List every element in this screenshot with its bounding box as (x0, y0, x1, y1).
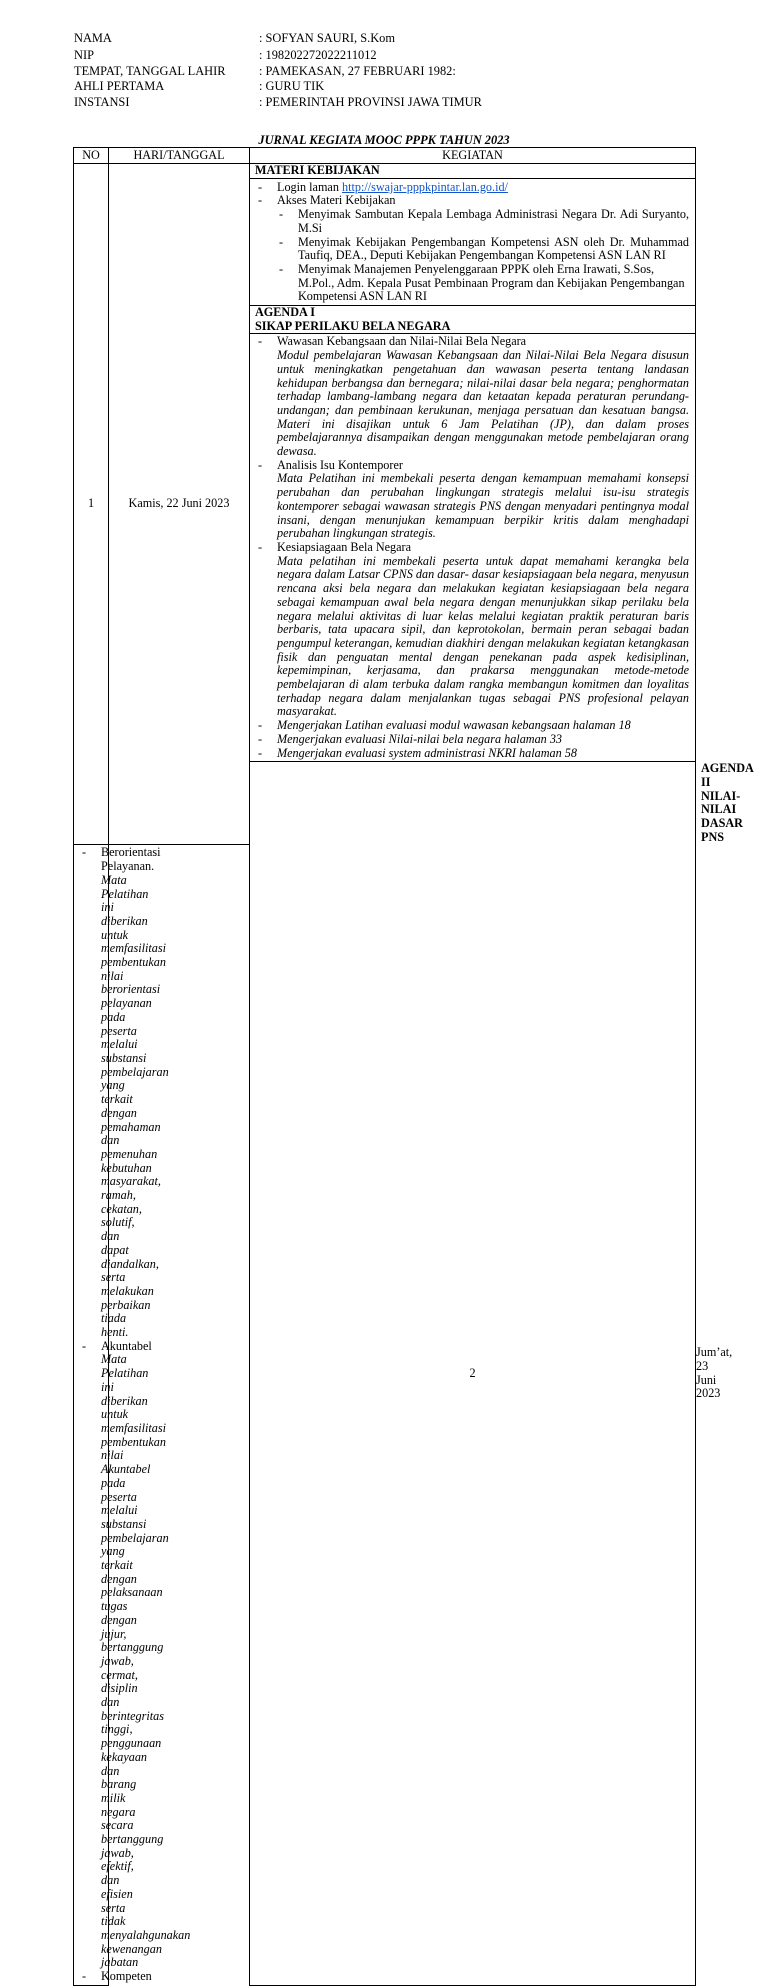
agenda-heading (250, 306, 696, 334)
item-title: - Kompeten (101, 1969, 152, 1984)
item-description: Mata Pelatihan ini diberikan untuk memfasilitasi pembentukan nilai Akuntabel pada peserta melalui substansi pembelajaran yang terkait dengan pelaksanaan tugas dengan jujur, bertanggung jawab, cermat, disiplin dan berintegritas tinggi, penggunaan kekayaan dan barang milik negara secara bertanggung jawab, efektif, dan efisien serta tidak menyalahgunakan kewenangan jabatan (101, 1352, 191, 1970)
nip-value: : 198202272022211012 (259, 48, 377, 63)
list-item: - Mengerjakan evaluasi Nilai-nilai bela negara halaman 33 (256, 733, 689, 747)
ttl-label: TEMPAT, TANGGAL LAHIR (74, 63, 226, 78)
item-title: - Kesiapsiagaan Bela Negara (277, 539, 411, 554)
identity-row-nama (74, 31, 482, 46)
journal-table (73, 147, 754, 1986)
item-description: Mata Pelatihan ini membekali peserta dengan kemampuan memahami konsepsi perubahan dan perubahan lingkungan strategis melalui isu-isu strategis kontemporer sebagai wawasan strategis PNS dengan menyadari pentingnya modal insani, dengan menunjukan kemampuan berpikir kritis dalam menghadapi perubahan lingkungan strategis. (277, 471, 689, 541)
sub-list-item: - Menyimak Manajemen Penyelenggaraan PPPK oleh Erna Irawati, S.Sos, M.Pol., Adm. Kepala Pusat Pembinaan Program dan Kebijakan Pengembangan Kompetensi ASN LAN RI (277, 263, 689, 304)
identity-row-nip (74, 48, 482, 63)
nama-value: : SOFYAN SAURI, S.Kom (259, 31, 395, 45)
agenda-label: AGENDA I (255, 305, 315, 320)
agenda-title: SIKAP PERILAKU BELA NEGARA (255, 318, 451, 333)
identity-row-ttl (74, 64, 482, 79)
activity-cell (250, 178, 696, 305)
sub-list-item: - Menyimak Kebijakan Pengembangan Kompetensi ASN oleh Dr. Muhammad Taufiq, DEA., Deputi Kebijakan Pengembangan Kompetensi ASN LAN RI (277, 236, 689, 263)
activity-list (256, 335, 689, 760)
instansi-value: : PEMERINTAH PROVINSI JAWA TIMUR (259, 94, 482, 109)
list-item (256, 194, 689, 304)
sub-list-item: - Menyimak Sambutan Kepala Lembaga Administrasi Negara Dr. Adi Suryanto, M.Si (277, 208, 689, 235)
nama-label: NAMA (74, 31, 112, 45)
identity-block (74, 31, 482, 110)
row-date: Kamis, 22 Juni 2023 (109, 164, 250, 845)
item-title: - Analisis Isu Kontemporer (277, 457, 403, 472)
activity-cell (250, 334, 696, 762)
activity-list (256, 181, 689, 304)
identity-row-instansi (74, 95, 482, 110)
login-text: Login laman (277, 179, 342, 194)
swajar-link[interactable]: http://swajar-pppkpintar.lan.go.id/ (341, 179, 508, 194)
list-item (80, 845, 169, 1340)
list-item (256, 459, 689, 541)
row-number: 1 (74, 164, 109, 845)
list-item (256, 335, 689, 458)
list-item (80, 1969, 152, 1984)
section-heading: MATERI KEBIJAKAN (250, 164, 696, 179)
item-title: - Berorientasi Pelayanan. (101, 845, 161, 874)
item-description: Modul pembelajaran Wawasan Kebangsaan dan Nilai-Nilai Bela Negara disusun untuk meningkatkan pengetahuan dan wawasan peserta tentang landasan kehidupan berbangsa dan bernegara; nilai-nilai dasar bela negara; penghormatan terhadap lambang-lambang negara dan ketaatan kepada peraturan perundang-undangan; dan pembinaan kerukunan, menjaga persatuan dan kesatuan bangsa. Materi ini disajikan untuk 6 Jam Pelatihan (JP), dan dalam proses pembelajarannya disampaikan dengan menggunakan metode pembelajaran orang dewasa. (277, 348, 689, 459)
list-item (80, 1338, 191, 1970)
list-item (256, 181, 689, 195)
item-title: - Akuntabel (101, 1338, 152, 1353)
nip-label: NIP (74, 48, 94, 63)
header-hari-tanggal: HARI/TANGGAL (109, 148, 250, 164)
activity-list (80, 845, 191, 1984)
ahli-value: : GURU TIK (259, 79, 325, 94)
ttl-value: : PAMEKASAN, 27 FEBRUARI 1982: (259, 63, 456, 78)
item-title: - Wawasan Kebangsaan dan Nilai-Nilai Bela Negara (277, 334, 527, 349)
akses-text: Akses Materi Kebijakan (277, 193, 396, 208)
journal-title: JURNAL KEGIATA MOOC PPPK TAHUN 2023 (258, 133, 510, 147)
instansi-label: INSTANSI (74, 94, 130, 109)
ahli-label: AHLI PERTAMA (74, 79, 165, 94)
table-row: 2 Jum’at, 23 Juni 2023 AGENDA II NILAI-NILAI DASAR PNS (74, 762, 696, 845)
header-kegiatan: KEGIATAN (250, 148, 696, 164)
item-description: Mata Pelatihan ini diberikan untuk memfasilitasi pembentukan nilai berorientasi pelayanan pada peserta melalui substansi pembelajaran yang terkait dengan pemahaman dan pemenuhan kebutuhan masyarakat, ramah, cekatan, solutif, dan dapat diandalkan, serta melakukan perbaikan tiada henti. (101, 872, 169, 1340)
list-item (256, 541, 689, 719)
list-item: - Mengerjakan Latihan evaluasi modul wawasan kebangsaan halaman 18 (256, 719, 689, 733)
item-description: Mata pelatihan ini membekali peserta untuk dapat memahami kerangka bela negara dalam Latsar CPNS dan dasar- dasar kesiapsiagaan bela negara, menyusun rencana aksi bela negara dan melakukan kegiatan kesiapsiagaan bela negara sebagai kemampuan awal bela negara dengan menunjukkan sikap perilaku bela negara melalui aktivitas di luar kelas melalui kegiatan praktik peraturan baris berbaris, tata upacara sipil, dan keprotokolan, bermain peran sebagai badan pengumpul keterangan, kemudian diakhiri dengan melakukan kegiatan ketangkasan fisik dan penguatan mental dengan penekanan pada aspek kedisiplinan, kepemimpinan, kerjasama, dan prakarsa menggunakan metode-metode pembelajaran di alam terbuka dalam rangka membangun komitmen dan loyalitas terhadap negara dalam menjalankan tugas sebagai PNS profesional pelayan masyarakat. (277, 553, 689, 719)
identity-row-ahli (74, 79, 482, 94)
row-number: 2 (250, 762, 696, 1986)
activity-cell (74, 845, 191, 1985)
sub-list (277, 208, 689, 304)
list-item: - Mengerjakan evaluasi system administrasi NKRI halaman 58 (256, 747, 689, 761)
header-no: NO (74, 148, 109, 164)
table-row (74, 164, 696, 179)
table-header-row (74, 148, 696, 164)
